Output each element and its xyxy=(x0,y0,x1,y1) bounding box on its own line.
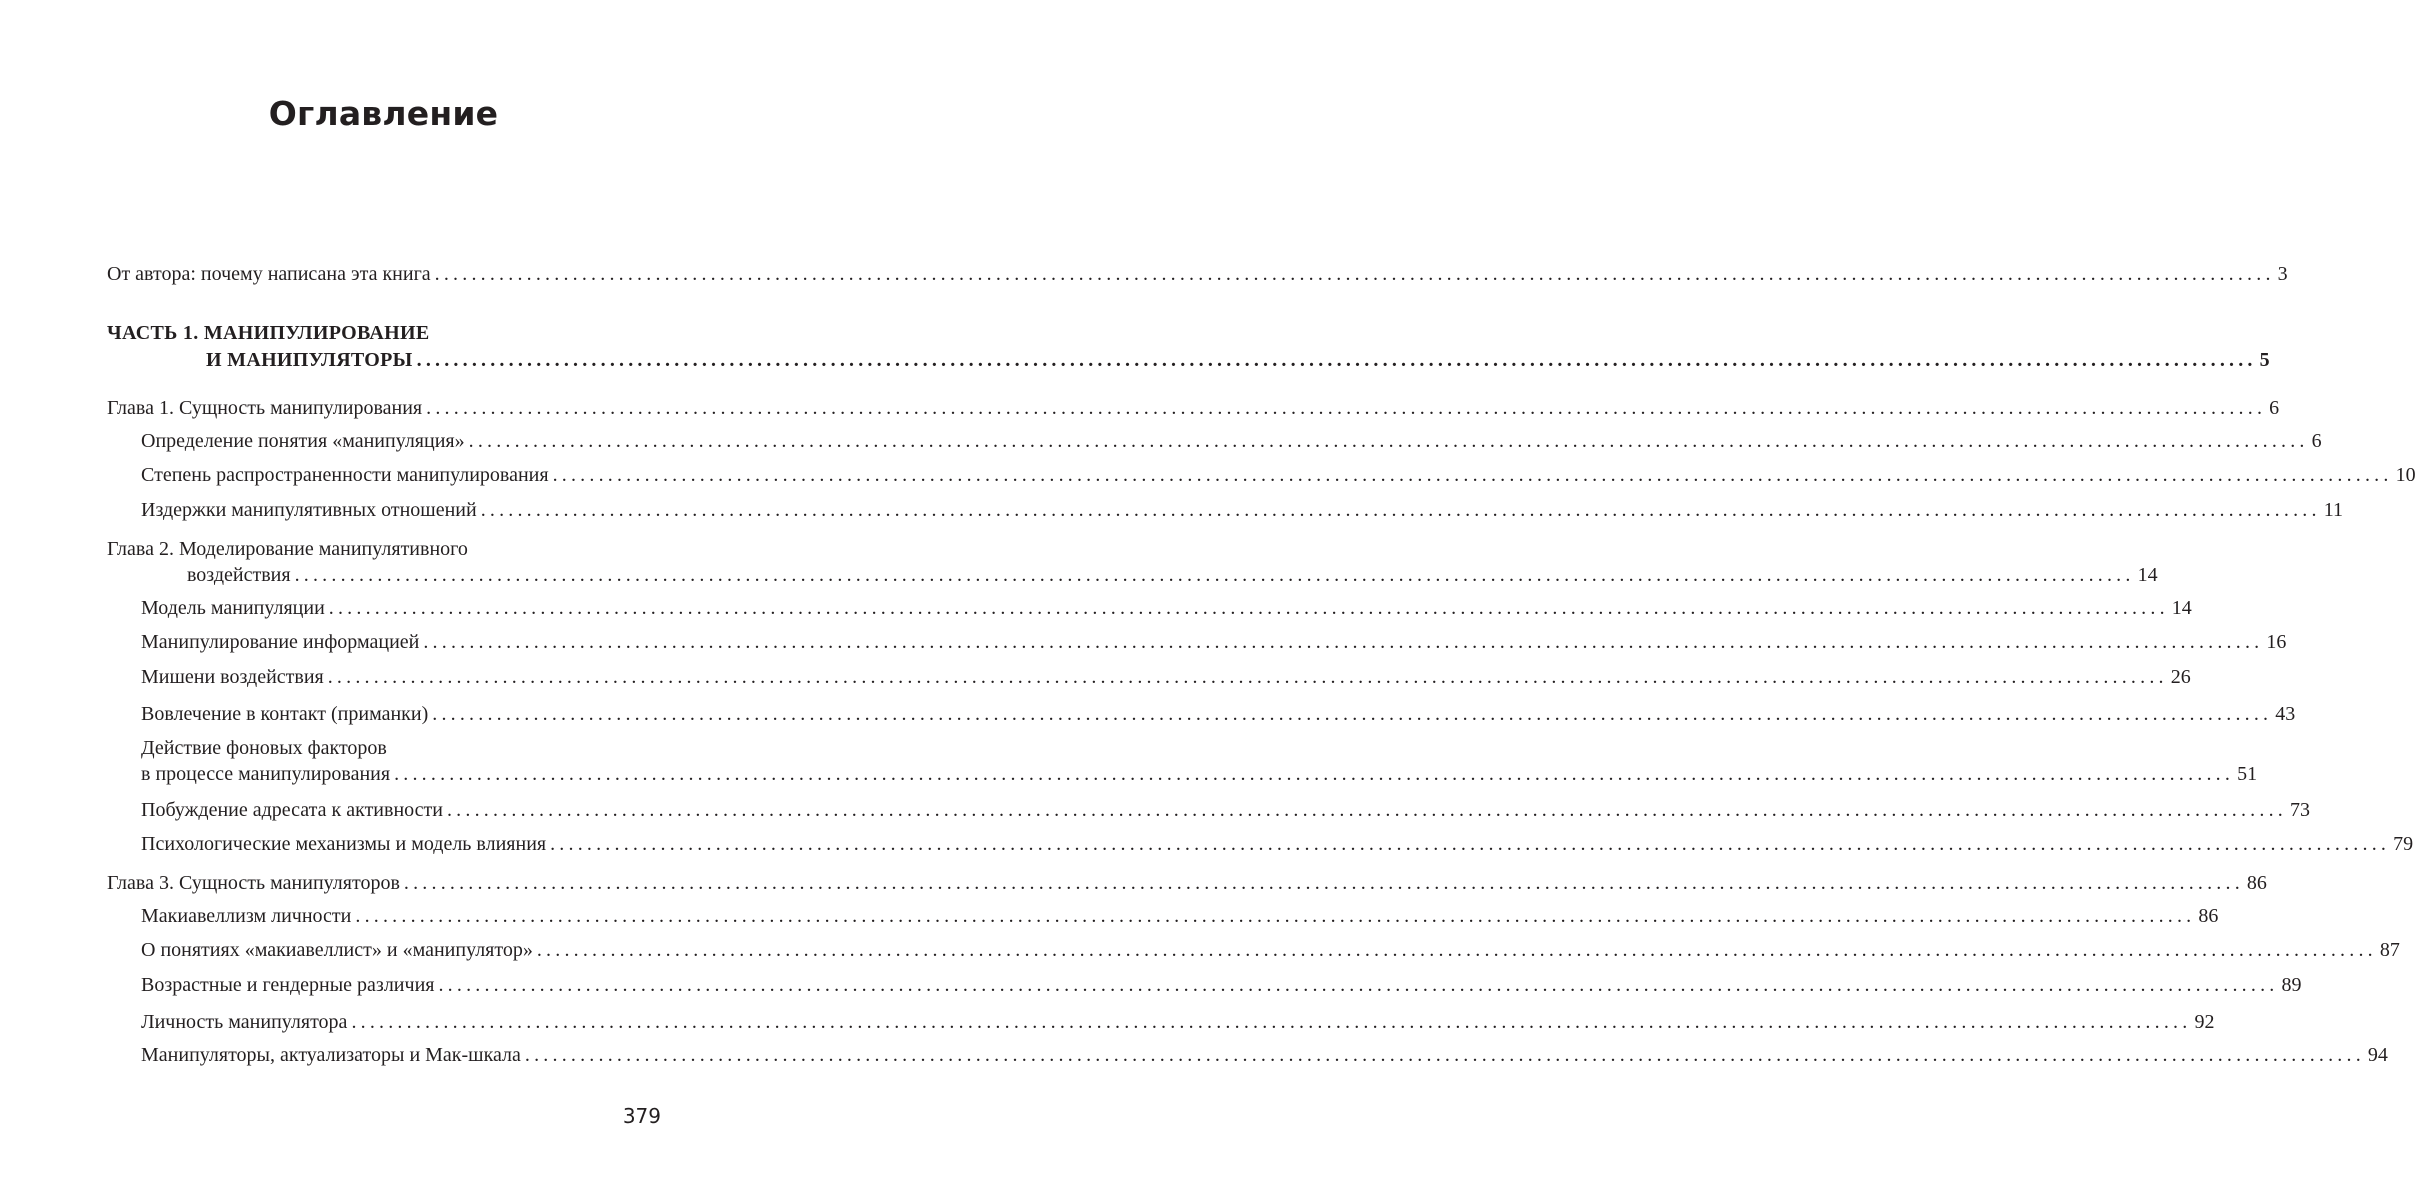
toc-entry-page: 79 xyxy=(2393,833,2414,855)
toc-chapter-title-line1[interactable]: Глава 2. Моделирование манипулятивного xyxy=(107,538,468,560)
dot-leader: ........................................................................................................................................................................................................ xyxy=(355,905,2196,927)
toc-entry-label: Побуждение адресата к активности xyxy=(141,799,443,821)
toc-entry-page: 94 xyxy=(2367,1044,2388,1066)
toc-entry-page: 43 xyxy=(2275,703,2296,725)
dot-leader: ........................................................................................................................................................................................................ xyxy=(394,763,2235,785)
page-title: Оглавление xyxy=(268,94,499,133)
toc-entry-label: Издержки манипулятивных отношений xyxy=(141,499,477,521)
toc-entry-page: 89 xyxy=(2281,974,2302,996)
toc-entry-section[interactable] xyxy=(141,497,2343,523)
toc-entry-section[interactable] xyxy=(141,831,2414,857)
toc-entry-section[interactable] xyxy=(141,462,2416,488)
toc-entry-page: 6 xyxy=(2269,397,2280,419)
toc-entry-label: Степень распространенности манипулирования xyxy=(141,464,549,486)
dot-leader: ........................................................................................................................................................................................................ xyxy=(432,703,2273,725)
toc-entry-label: Модель манипуляции xyxy=(141,597,325,619)
toc-entry-section[interactable] xyxy=(141,761,2258,787)
toc-entry-label: От автора: почему написана эта книга xyxy=(107,263,431,285)
dot-leader: ........................................................................................................................................................................................................ xyxy=(327,666,2168,688)
toc-entry-part-1[interactable] xyxy=(206,347,2270,373)
dot-leader: ........................................................................................................................................................................................................ xyxy=(416,349,2257,371)
dot-leader: ........................................................................................................................................................................................................ xyxy=(351,1011,2192,1033)
toc-entry-page: 26 xyxy=(2170,666,2191,688)
toc-entry-label: Мишени воздействия xyxy=(141,666,324,688)
toc-entry-section[interactable] xyxy=(141,1009,2215,1035)
toc-entry-section[interactable] xyxy=(141,664,2191,690)
toc-section-title-line1[interactable]: Действие фоновых факторов xyxy=(141,737,387,759)
toc-entry-page: 92 xyxy=(2194,1011,2215,1033)
toc-entry-page: 14 xyxy=(2171,597,2192,619)
toc-entry-page: 3 xyxy=(2277,263,2288,285)
toc-entry-label: Макиавеллизм личности xyxy=(141,905,352,927)
dot-leader: ........................................................................................................................................................................................................ xyxy=(423,631,2264,653)
dot-leader: ........................................................................................................................................................................................................ xyxy=(446,799,2287,821)
dot-leader: ........................................................................................................................................................................................................ xyxy=(328,597,2169,619)
toc-entry-section[interactable] xyxy=(141,937,2400,963)
toc-entry-section[interactable] xyxy=(141,1042,2388,1068)
toc-entry-label: Психологические механизмы и модель влияния xyxy=(141,833,547,855)
dot-leader: ........................................................................................................................................................................................................ xyxy=(480,499,2321,521)
toc-entry-label: Возрастные и гендерные различия xyxy=(141,974,435,996)
toc-entry-page: 87 xyxy=(2379,939,2400,961)
dot-leader: ........................................................................................................................................................................................................ xyxy=(552,464,2393,486)
toc-entry-chapter-2[interactable] xyxy=(187,562,2158,588)
toc-entry-page: 10 xyxy=(2395,464,2416,486)
dot-leader: ........................................................................................................................................................................................................ xyxy=(524,1044,2365,1066)
toc-entry-label: Личность манипулятора xyxy=(141,1011,348,1033)
toc-entry-label: Манипулирование информацией xyxy=(141,631,420,653)
dot-leader: ........................................................................................................................................................................................................ xyxy=(403,872,2244,894)
toc-entry-label: И МАНИПУЛЯТОРЫ xyxy=(206,349,413,371)
toc-entry-author[interactable] xyxy=(107,261,2288,287)
toc-entry-section[interactable] xyxy=(141,903,2219,929)
toc-entry-label: Глава 1. Сущность манипулирования xyxy=(107,397,423,419)
dot-leader: ........................................................................................................................................................................................................ xyxy=(426,397,2267,419)
toc-entry-label: Вовлечение в контакт (приманки) xyxy=(141,703,429,725)
toc-entry-page: 11 xyxy=(2323,499,2343,521)
toc-entry-section[interactable] xyxy=(141,972,2302,998)
toc-entry-label: Глава 3. Сущность манипуляторов xyxy=(107,872,400,894)
toc-entry-page: 86 xyxy=(2246,872,2267,894)
toc-entry-page: 86 xyxy=(2198,905,2219,927)
toc-entry-section[interactable] xyxy=(141,797,2310,823)
toc-entry-section[interactable] xyxy=(141,701,2296,727)
dot-leader: ........................................................................................................................................................................................................ xyxy=(438,974,2279,996)
toc-entry-page: 6 xyxy=(2311,430,2322,452)
dot-leader: ........................................................................................................................................................................................................ xyxy=(434,263,2275,285)
toc-entry-page: 16 xyxy=(2266,631,2287,653)
toc-entry-label: О понятиях «макиавеллист» и «манипулятор» xyxy=(141,939,533,961)
dot-leader: ........................................................................................................................................................................................................ xyxy=(294,564,2135,586)
dot-leader: ........................................................................................................................................................................................................ xyxy=(550,833,2391,855)
toc-entry-label: Манипуляторы, актуализаторы и Мак-шкала xyxy=(141,1044,521,1066)
page-number: 379 xyxy=(622,1104,661,1128)
toc-part-title-line1[interactable]: ЧАСТЬ 1. МАНИПУЛИРОВАНИЕ xyxy=(107,322,430,344)
toc-entry-label: воздействия xyxy=(187,564,291,586)
toc-entry-page: 51 xyxy=(2237,763,2258,785)
toc-entry-label: Определение понятия «манипуляция» xyxy=(141,430,465,452)
toc-entry-section[interactable] xyxy=(141,595,2192,621)
toc-entry-page: 5 xyxy=(2259,349,2270,371)
dot-leader: ........................................................................................................................................................................................................ xyxy=(468,430,2309,452)
toc-entry-page: 73 xyxy=(2289,799,2310,821)
toc-entry-section[interactable] xyxy=(141,428,2322,454)
toc-entry-section[interactable] xyxy=(141,629,2287,655)
dot-leader: ........................................................................................................................................................................................................ xyxy=(536,939,2377,961)
toc-entry-chapter-3[interactable] xyxy=(107,870,2267,896)
toc-entry-label: в процессе манипулирования xyxy=(141,763,391,785)
toc-entry-page: 14 xyxy=(2137,564,2158,586)
toc-entry-chapter-1[interactable] xyxy=(107,395,2280,421)
